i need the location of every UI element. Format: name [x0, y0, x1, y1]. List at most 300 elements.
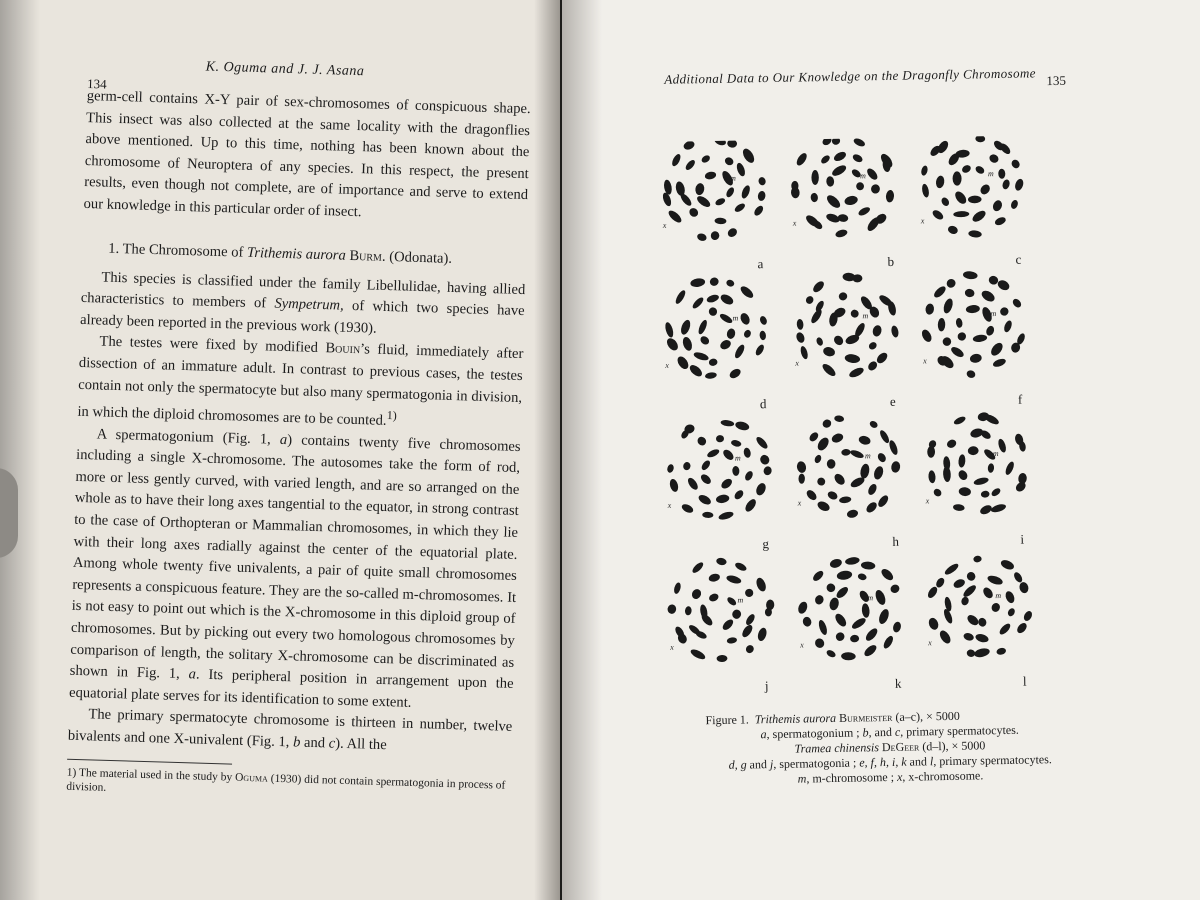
chromosome: [706, 293, 720, 304]
chromosome: [1004, 460, 1016, 476]
chromosome: [669, 478, 680, 493]
chromosome: [744, 644, 755, 655]
chromosome: [734, 420, 750, 431]
chromosome: [714, 197, 726, 207]
chromosome: [943, 456, 951, 471]
chromosome: [829, 558, 843, 570]
chromosome: [981, 586, 994, 600]
chromosome: [705, 372, 718, 380]
chromosome: [965, 571, 976, 583]
chromosome: [825, 649, 836, 659]
chromosome: [821, 362, 838, 378]
chromosome: [999, 306, 1010, 317]
chromosome: [952, 171, 961, 185]
chromosome: [966, 649, 975, 657]
chromosome-panel-l: [925, 554, 1035, 690]
chromosome: [990, 503, 1007, 514]
chromosome: [968, 446, 979, 456]
paragraph-spermatogonium: A spermatogonium (Fig. 1, a) contains twenty five chromosomes including a single X-chromosome. The autosomes take the form of rod, more or less gently curved, with varied length, and are so arranged on the whole as to have their long axes tangential to the equator, in strong contrast to the case of Orthopteran or Mammalian chromosomes, in which they lie with their long axes radially against the center of the equatorial plate. Among whole twenty five univalents, a pair of quite small chromosomes represents a conspicuous feature. They are the so-called m-chromosomes. It is not easy to point out which is the X-chromosome in this diploid group of chromosomes. But by picking out every two homologous chromosomes by comparison of length, the solitary X-chromosome can be discriminated as shown in Fig. 1, a. Its peripheral position in arrangement upon the equatorial plate serves for its identification to some extent.: [68, 426, 521, 711]
right-running-head: Additional Data to Our Knowledge on the Dragonfly Chromosome: [664, 65, 1037, 87]
chromosome: [714, 217, 726, 224]
section-heading: 1. The Chromosome of Trithemis aurora Burm. (Odonata).: [108, 240, 453, 267]
chromosome: [964, 288, 975, 298]
chromosome: [813, 637, 826, 650]
left-running-head-authors: K. Oguma and J. J. Asana: [205, 59, 365, 80]
chromosome: [876, 494, 890, 509]
chromosome: [817, 619, 828, 636]
chromosome: [850, 616, 867, 631]
chromosome: [808, 431, 820, 443]
chromosome: [940, 196, 951, 207]
panel-label-d: d: [759, 396, 767, 412]
chromosome: [962, 583, 978, 598]
chromosome: [699, 335, 711, 347]
chromosome-mark-x: x: [665, 360, 669, 370]
chromosome: [834, 415, 845, 423]
chromosome: [966, 613, 981, 627]
chromosome: [935, 175, 945, 189]
chromosome: [759, 315, 768, 326]
chromosome: [942, 297, 954, 314]
footnote-reference: 1): [386, 408, 398, 423]
chromosome: [932, 487, 943, 498]
chromosome: [892, 621, 902, 633]
chromosome: [728, 367, 742, 380]
chromosome: [700, 459, 712, 472]
chromosome: [1010, 199, 1019, 210]
chromosome: [740, 623, 754, 639]
chromosome: [726, 574, 743, 585]
chromosome: [796, 319, 804, 330]
chromosome: [753, 204, 765, 217]
chromosome: [1022, 610, 1033, 623]
chromosome: [841, 449, 851, 456]
chromosome: [724, 156, 735, 167]
chromosome: [731, 608, 742, 620]
chromosome: [664, 321, 675, 338]
chromosome: [733, 202, 746, 214]
panel-label-i: i: [1020, 531, 1025, 547]
chromosome: [813, 454, 822, 464]
chromosome-mark-x: x: [662, 220, 667, 230]
chromosome: [816, 500, 831, 513]
chromosome: [763, 465, 773, 476]
panel-label-l: l: [1022, 673, 1027, 689]
chromosome: [821, 418, 833, 429]
chromosome: [920, 165, 928, 176]
chromosome-mark-m: m: [992, 449, 999, 459]
chromosome: [953, 190, 968, 206]
chromosome: [857, 572, 867, 581]
chromosome: [743, 587, 755, 599]
chromosome: [953, 504, 965, 512]
chromosome: [798, 474, 805, 484]
chromosome: [868, 420, 878, 430]
chromosome: [758, 176, 767, 186]
chromosome-mark-m: m: [729, 173, 736, 183]
chromosome: [733, 489, 745, 501]
chromosome: [846, 509, 859, 519]
chromosome: [975, 633, 990, 644]
chromosome: [832, 472, 846, 487]
chromosome: [757, 190, 766, 201]
chromosome: [977, 617, 988, 628]
chromosome: [796, 460, 807, 473]
footnote: 1) The material used in the study by Oguma (1930) did not contain spermatogonia in process of division.: [66, 767, 506, 795]
chromosome: [741, 147, 757, 165]
chromosome: [935, 576, 946, 589]
chromosome: [825, 193, 843, 210]
chromosome: [720, 477, 734, 491]
chromosome: [1012, 571, 1024, 584]
chromosome: [831, 136, 841, 146]
chromosome: [666, 463, 674, 473]
chromosome: [708, 573, 721, 583]
chromosome: [743, 447, 752, 458]
chromosome-mark-m: m: [862, 311, 869, 321]
chromosome: [979, 503, 994, 516]
chromosome: [721, 618, 735, 632]
chromosome: [844, 353, 860, 364]
chromosome: [971, 209, 988, 224]
chromosome-mark-x: x: [800, 640, 804, 650]
chromosome: [804, 295, 815, 306]
chromosome: [700, 154, 711, 164]
chromosome: [867, 483, 879, 497]
chromosome: [979, 183, 992, 197]
chromosome-mark-m: m: [990, 309, 997, 319]
chromosome: [702, 512, 713, 519]
chromosome: [690, 587, 703, 600]
chromosome: [845, 556, 861, 565]
chromosome: [820, 154, 832, 165]
chromosome: [872, 324, 883, 337]
chromosome: [1010, 158, 1021, 170]
chromosome: [947, 225, 959, 236]
chromosome: [719, 338, 733, 351]
chromosome: [849, 449, 864, 460]
panel-label-e: e: [889, 393, 896, 409]
chromosome: [968, 230, 982, 238]
chromosome: [861, 561, 876, 570]
chromosome: [756, 627, 768, 642]
chromosome-panel-f: [919, 269, 1028, 408]
chromosome: [841, 652, 856, 661]
chromosome: [963, 632, 975, 642]
chromosome: [996, 647, 1007, 656]
chromosome-mark-m: m: [864, 451, 871, 461]
chromosome: [707, 306, 718, 317]
chromosome: [667, 209, 684, 225]
chromosome-mark-m: m: [995, 591, 1002, 601]
chromosome: [755, 576, 768, 592]
chromosome: [998, 622, 1012, 636]
chromosome: [715, 494, 730, 504]
chromosome: [835, 585, 850, 600]
chromosome: [864, 626, 880, 642]
chromosome: [975, 135, 985, 143]
chromosome: [814, 594, 825, 606]
chromosome-panel-b: [790, 135, 897, 271]
chromosome: [989, 341, 1005, 358]
chromosome-mark-x: x: [797, 498, 802, 508]
chromosome: [743, 497, 758, 513]
chromosome: [827, 459, 836, 468]
chromosome: [815, 336, 824, 346]
chromosome: [734, 561, 748, 572]
chromosome: [857, 206, 871, 218]
caption-line-3: Tramea chinensis DeGeer (d–l), × 5000: [794, 738, 986, 756]
chromosome: [718, 510, 735, 521]
chromosome: [688, 206, 700, 218]
right-page-content: [654, 54, 1134, 786]
chromosome-mark-x: x: [667, 500, 672, 510]
left-page-text-block: [66, 56, 532, 807]
chromosome: [811, 170, 818, 185]
chromosome: [795, 151, 809, 167]
chromosome: [849, 308, 860, 319]
chromosome-panel-a: [660, 135, 768, 273]
panel-label-h: h: [892, 533, 900, 549]
chromosome: [945, 277, 957, 289]
chromosome: [877, 608, 890, 626]
chromosome: [1003, 319, 1014, 333]
chromosome: [726, 226, 739, 238]
chromosome: [811, 569, 825, 583]
chromosome: [961, 164, 972, 175]
chromosome: [861, 603, 870, 618]
chromosome: [685, 606, 693, 616]
caption-line-4: d, g and j, spermatogonia ; e, f, h, i, k and l, primary spermatocytes.: [728, 752, 1052, 772]
chromosome-mark-x: x: [670, 642, 674, 652]
chromosome: [838, 291, 848, 301]
chromosome: [822, 346, 836, 358]
chromosome: [920, 328, 933, 344]
chromosome: [759, 453, 771, 466]
chromosome: [727, 139, 738, 148]
chromosome: [844, 195, 859, 207]
panel-label-f: f: [1017, 391, 1023, 407]
chromosome-figure-plate: [655, 135, 1085, 712]
chromosome-mark-m: m: [859, 171, 866, 181]
paragraph-fixation: The testes were fixed by modified Bouin’s fluid, immediately after dissection of an immature adult. In contrast to previous cases, the testes contain not only the spermatocyte but also many spermatogonia in division, in which the diploid chromosomes are to be counted.$^{1)}$: [77, 333, 524, 429]
chromosome: [795, 331, 806, 344]
chromosome: [679, 319, 692, 336]
chromosome: [682, 139, 695, 151]
chromosome: [708, 592, 720, 603]
chromosome: [972, 334, 987, 343]
chromosome: [726, 596, 738, 607]
chromosome: [836, 570, 853, 581]
chromosome: [740, 184, 751, 199]
chromosome: [693, 351, 710, 362]
chromosome: [704, 171, 717, 181]
reader-thumb: [0, 468, 18, 558]
chromosome: [953, 415, 967, 426]
chromosome: [721, 448, 735, 462]
chromosome: [670, 153, 682, 168]
chromosome: [994, 216, 1007, 227]
panel-label-g: g: [762, 536, 770, 552]
chromosome: [667, 604, 677, 615]
chromosome: [859, 463, 870, 479]
chromosome: [990, 602, 1001, 614]
chromosome: [938, 629, 953, 646]
chromosome: [927, 616, 940, 631]
chromosome: [733, 343, 746, 359]
left-page-number: 134: [86, 75, 107, 92]
chromosome: [890, 325, 899, 338]
chromosome: [848, 366, 865, 379]
chromosome: [665, 336, 680, 352]
chromosome: [931, 208, 945, 221]
chromosome: [816, 476, 827, 487]
chromosome: [1001, 179, 1010, 191]
chromosome: [987, 463, 994, 473]
chromosome: [952, 578, 966, 590]
caption-line-5: m, m-chromosome ; x, x-chromosome.: [797, 768, 984, 786]
panel-label-k: k: [894, 675, 902, 691]
chromosome: [673, 582, 682, 595]
chromosome-panel-i: [923, 411, 1028, 549]
chromosome: [706, 448, 720, 459]
chromosome: [681, 336, 693, 352]
chromosome: [716, 557, 727, 566]
chromosome: [1015, 621, 1028, 635]
chromosome: [825, 582, 837, 594]
chromosome: [992, 357, 1007, 368]
chromosome: [925, 303, 935, 315]
chromosome: [709, 276, 720, 286]
chromosome: [862, 643, 878, 658]
chromosome: [973, 555, 982, 563]
chromosome: [885, 190, 894, 203]
chromosome: [832, 150, 847, 163]
chromosome: [865, 500, 879, 514]
chromosome: [968, 196, 982, 204]
chromosome: [882, 634, 895, 650]
chromosome: [955, 318, 963, 329]
chromosome: [799, 345, 809, 360]
chromosome: [815, 436, 830, 453]
chromosome: [921, 183, 930, 198]
chromosome: [697, 493, 713, 506]
chromosome: [1004, 590, 1016, 604]
chromosome: [726, 637, 737, 645]
chromosome: [691, 296, 705, 310]
figure-caption: [699, 707, 1080, 789]
chromosome: [980, 288, 997, 303]
chromosome: [755, 435, 770, 450]
chromosome: [754, 343, 765, 356]
chromosome: [691, 561, 705, 575]
chromosome: [825, 212, 841, 224]
chromosome: [980, 490, 990, 498]
chromosome: [805, 488, 819, 502]
panel-label-c: c: [1015, 251, 1022, 267]
chromosome: [1018, 581, 1029, 594]
chromosome-mark-x: x: [920, 216, 925, 226]
chromosome: [696, 232, 707, 242]
chromosome: [988, 153, 1000, 165]
panel-label-j: j: [764, 678, 769, 694]
chromosome: [1014, 178, 1025, 192]
chromosome: [719, 312, 734, 325]
chromosome: [661, 192, 672, 208]
chromosome-mark-x: x: [928, 638, 932, 648]
left-page: [0, 0, 560, 900]
chromosome-mark-x: x: [925, 496, 930, 506]
chromosome: [839, 496, 852, 504]
right-page: [562, 0, 1200, 900]
chromosome: [957, 469, 969, 482]
chromosome: [876, 452, 887, 464]
paragraph-spermatocyte: The primary spermatocyte chromosome is thirteen in number, twelve bivalents and one X-univalent (Fig. 1, b and c). All the: [67, 706, 513, 754]
chromosome: [674, 289, 687, 305]
chromosome: [720, 419, 734, 427]
chromosome-panel-e: [793, 271, 901, 410]
chromosome: [990, 487, 1002, 498]
chromosome: [966, 369, 977, 379]
chromosome: [695, 183, 706, 196]
chromosome: [858, 435, 872, 446]
chromosome: [810, 193, 818, 203]
chromosome-panel-h: [795, 414, 902, 551]
chromosome: [739, 284, 755, 300]
chromosome: [865, 167, 879, 182]
chromosome: [958, 487, 971, 497]
chromosome-mark-m: m: [734, 453, 741, 463]
chromosome: [890, 461, 901, 474]
chromosome: [938, 318, 946, 332]
chromosome: [996, 278, 1011, 292]
chromosome: [988, 275, 1000, 286]
chromosome: [973, 647, 990, 659]
chromosome-mark-x: x: [923, 356, 927, 366]
chromosome: [744, 470, 755, 482]
chromosome: [872, 465, 884, 481]
caption-line-2: a, spermatogonium ; b, and c, primary spermatocytes.: [760, 722, 1019, 742]
chromosome: [941, 336, 953, 348]
chromosome: [870, 184, 880, 195]
chromosome: [689, 647, 706, 661]
chromosome: [811, 279, 826, 294]
chromosome: [956, 331, 968, 343]
chromosome: [802, 616, 813, 628]
chromosome: [999, 558, 1015, 571]
chromosome: [965, 304, 980, 313]
chromosome: [739, 312, 752, 326]
chromosome: [878, 429, 891, 445]
panel-label-a: a: [757, 256, 764, 272]
chromosome: [1011, 297, 1023, 309]
chromosome: [675, 354, 690, 371]
chromosome: [928, 470, 936, 483]
intro-paragraph: germ-cell contains X-Y pair of sex-chromosomes of conspicuous shape. This insect was also collected at the same locality with the dragonflies above mentioned. Up to this time, nothing has been known about the chromosome of Neuroptera of any species. In this respect, the present results, even though not complete, are of importance and serve to extend our knowledge in this particular order of insect.: [83, 87, 531, 221]
left-body-text: [67, 86, 530, 760]
chromosome: [963, 271, 978, 280]
chromosome: [708, 358, 718, 367]
chromosome: [943, 562, 960, 577]
chromosome: [855, 181, 865, 191]
chromosome: [695, 194, 712, 209]
chromosome: [830, 432, 844, 444]
chromosome: [826, 490, 838, 501]
right-page-number: 135: [1046, 72, 1067, 89]
chromosome: [719, 292, 735, 306]
chromosome: [986, 574, 1003, 586]
chromosome: [828, 597, 840, 612]
